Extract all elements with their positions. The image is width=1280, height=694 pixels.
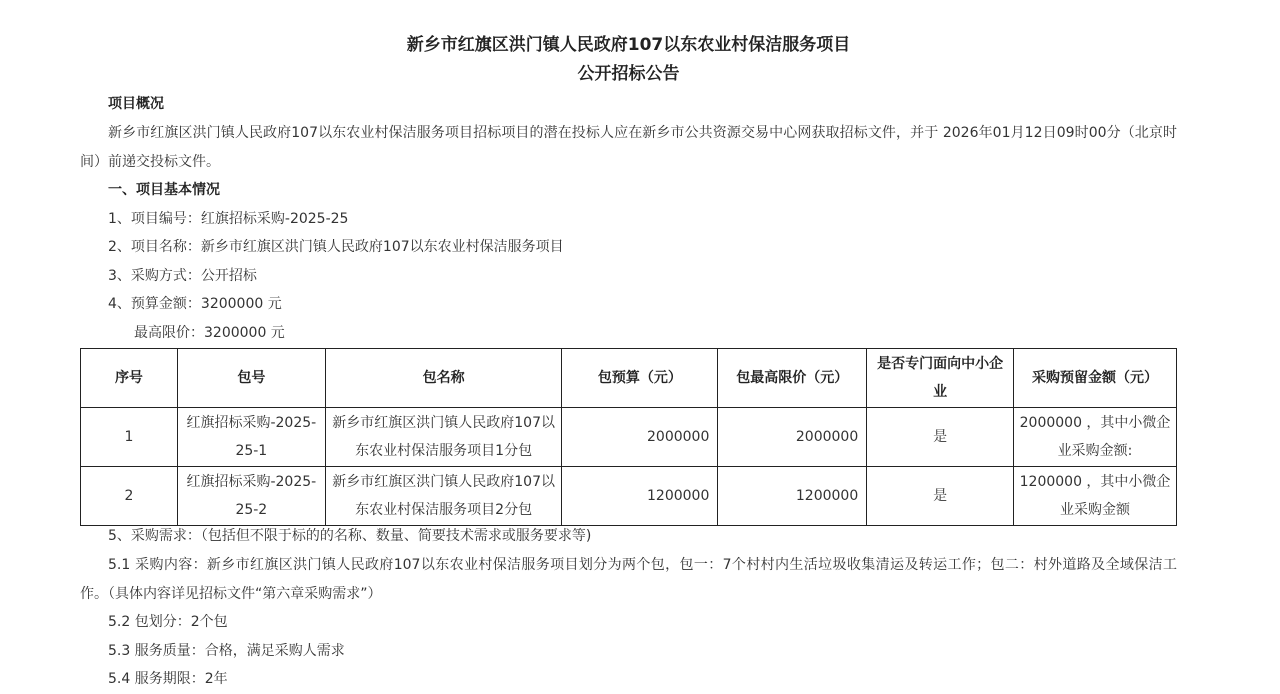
- cell-reserved: 1200000 ，其中小微企业采购金额: [1014, 467, 1177, 526]
- table-row: [81, 467, 1177, 526]
- page-subtitle: 公开招标公告: [577, 64, 680, 84]
- cell-package-no: 红旗招标采购-2025-25-2: [177, 467, 325, 526]
- cell-max-price: 2000000: [718, 408, 867, 467]
- cell-sme-only: 是: [867, 408, 1014, 467]
- item-quality: 5.3 服务质量：合格，满足采购人需求: [108, 643, 345, 659]
- cell-sme-only: 是: [867, 467, 1014, 526]
- header-package-no: 包号: [177, 349, 325, 408]
- item-project-name: 2、项目名称：新乡市红旗区洪门镇人民政府107以东农业村保洁服务项目: [108, 239, 564, 255]
- cell-reserved: 2000000 ，其中小微企业采购金额:: [1014, 408, 1177, 467]
- package-table: [80, 348, 1177, 526]
- item-project-number: 1、项目编号：红旗招标采购-2025-25: [108, 211, 349, 227]
- cell-budget: 2000000: [562, 408, 718, 467]
- item-content: 5.1 采购内容：新乡市红旗区洪门镇人民政府107以东农业村保洁服务项目划分为两个包，包一：7个村村内生活垃圾收集清运及转运工作；包二：村外道路及全域保洁工作。（具体内容详见招标文件“第六章采购需求”）: [80, 557, 1177, 602]
- section1-heading: 一、项目基本情况: [108, 182, 220, 198]
- header-budget: 包预算（元）: [562, 349, 718, 408]
- header-sme-only: 是否专门面向中小企业: [867, 349, 1014, 408]
- header-reserved: 采购预留金额（元）: [1014, 349, 1177, 408]
- item-packages: 5.2 包划分：2个包: [108, 614, 228, 630]
- item-term: 5.4 服务期限：2年: [108, 671, 228, 687]
- header-index: 序号: [81, 349, 178, 408]
- cell-index: 1: [81, 408, 178, 467]
- item-max-price: 最高限价：3200000 元: [134, 325, 285, 341]
- overview-text: 新乡市红旗区洪门镇人民政府107以东农业村保洁服务项目招标项目的潜在投标人应在新乡市公共资源交易中心网获取招标文件，并于 2026年01月12日09时00分（北京时间）前递交投标文件。: [80, 125, 1177, 170]
- cell-package-name: 新乡市红旗区洪门镇人民政府107以东农业村保洁服务项目2分包: [325, 467, 562, 526]
- cell-max-price: 1200000: [718, 467, 867, 526]
- header-max-price: 包最高限价（元）: [718, 349, 867, 408]
- header-package-name: 包名称: [325, 349, 562, 408]
- page-title: 新乡市红旗区洪门镇人民政府107以东农业村保洁服务项目: [406, 35, 851, 55]
- table-row: [81, 408, 1177, 467]
- item-requirements: 5、采购需求：（包括但不限于标的的名称、数量、简要技术需求或服务要求等): [108, 528, 592, 544]
- cell-package-name: 新乡市红旗区洪门镇人民政府107以东农业村保洁服务项目1分包: [325, 408, 562, 467]
- item-procurement-method: 3、采购方式：公开招标: [108, 268, 257, 284]
- cell-budget: 1200000: [562, 467, 718, 526]
- cell-package-no: 红旗招标采购-2025-25-1: [177, 408, 325, 467]
- overview-heading: 项目概况: [108, 96, 164, 112]
- cell-index: 2: [81, 467, 178, 526]
- item-budget: 4、预算金额：3200000 元: [108, 296, 282, 312]
- table-header-row: [81, 349, 1177, 408]
